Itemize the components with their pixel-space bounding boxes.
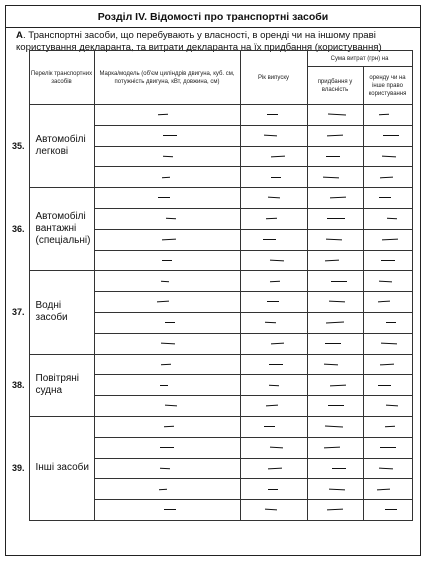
purchase-cell — [307, 250, 363, 271]
rent-cell — [363, 437, 412, 458]
dash-mark — [378, 385, 391, 386]
make-cell — [94, 396, 240, 417]
vehicle-type-label: Автомобілі вантажні (спеціальні) — [29, 188, 94, 271]
dash-mark — [381, 155, 395, 157]
dash-mark — [268, 384, 278, 386]
dash-mark — [377, 301, 389, 303]
dash-mark — [330, 197, 346, 199]
dash-mark — [159, 488, 167, 489]
dash-mark — [266, 218, 277, 220]
dash-mark — [326, 156, 340, 157]
year-cell — [240, 354, 307, 375]
year-cell — [240, 208, 307, 229]
make-cell — [94, 333, 240, 354]
table-row — [12, 354, 412, 375]
rent-cell — [363, 312, 412, 333]
make-cell — [94, 188, 240, 209]
year-cell — [240, 105, 307, 126]
purchase-cell — [307, 479, 363, 500]
dash-mark — [329, 488, 345, 490]
group-number: 35. — [12, 141, 25, 152]
year-cell — [240, 188, 307, 209]
year-cell — [240, 167, 307, 188]
dash-mark — [327, 509, 343, 511]
year-cell — [240, 396, 307, 417]
year-cell — [240, 479, 307, 500]
vehicles-table-body — [12, 105, 412, 521]
year-cell — [240, 458, 307, 479]
dash-mark — [162, 260, 172, 261]
make-cell — [94, 479, 240, 500]
header-year: Рік випуску — [240, 51, 307, 105]
dash-mark — [326, 322, 344, 324]
dash-mark — [160, 467, 170, 469]
dash-mark — [267, 301, 279, 302]
dash-mark — [162, 176, 170, 177]
dash-mark — [157, 301, 169, 303]
purchase-cell — [307, 396, 363, 417]
dash-mark — [161, 343, 175, 345]
dash-mark — [385, 509, 397, 510]
dash-mark — [267, 114, 278, 115]
rent-cell — [363, 271, 412, 292]
dash-mark — [328, 114, 346, 116]
dash-mark — [268, 489, 278, 490]
purchase-cell — [307, 292, 363, 313]
dash-mark — [386, 218, 396, 220]
intro-text: . Транспортні засоби, що перебувають у власності, в оренді чи на іншому праві користування декларанта, та витрати декларанта на їх придбання (користування) — [16, 30, 382, 53]
dash-mark — [325, 343, 341, 344]
table-row — [12, 105, 412, 126]
make-cell — [94, 312, 240, 333]
dash-mark — [325, 426, 343, 428]
dash-mark — [271, 343, 284, 345]
rent-cell — [363, 500, 412, 521]
rent-cell — [363, 167, 412, 188]
dash-mark — [267, 467, 281, 469]
dash-mark — [381, 260, 395, 261]
purchase-cell — [307, 312, 363, 333]
make-cell — [94, 208, 240, 229]
year-cell — [240, 146, 307, 167]
dash-mark — [378, 467, 392, 469]
dash-mark — [327, 218, 345, 219]
dash-mark — [380, 176, 393, 178]
year-cell — [240, 416, 307, 437]
purchase-cell — [307, 167, 363, 188]
rent-cell — [363, 396, 412, 417]
rent-cell — [363, 125, 412, 146]
rent-cell — [363, 250, 412, 271]
year-cell — [240, 437, 307, 458]
dash-mark — [263, 239, 276, 240]
purchase-cell — [307, 125, 363, 146]
rent-cell — [363, 416, 412, 437]
make-cell — [94, 167, 240, 188]
purchase-cell — [307, 188, 363, 209]
dash-mark — [264, 426, 275, 427]
dash-mark — [386, 322, 396, 323]
purchase-cell — [307, 229, 363, 250]
vehicle-type-label: Водні засоби — [29, 271, 94, 354]
dash-mark — [165, 405, 177, 407]
dash-mark — [380, 343, 396, 345]
purchase-cell — [307, 333, 363, 354]
dash-mark — [323, 176, 339, 178]
header-make-model: Марка/модель (об'єм циліндрів двигуна, куб. см, потужність двигуна, кВт, довжина, см) — [94, 51, 240, 105]
group-number: 36. — [12, 224, 25, 235]
purchase-cell — [307, 437, 363, 458]
dash-mark — [332, 468, 346, 469]
group-number: 39. — [12, 463, 25, 474]
dash-mark — [385, 405, 397, 407]
dash-mark — [264, 135, 277, 137]
dash-mark — [324, 446, 340, 448]
rent-cell — [363, 333, 412, 354]
dash-mark — [326, 239, 342, 241]
dash-mark — [164, 426, 174, 428]
year-cell — [240, 250, 307, 271]
rent-cell — [363, 375, 412, 396]
dash-mark — [379, 363, 393, 365]
dash-mark — [383, 135, 399, 136]
rent-cell — [363, 229, 412, 250]
dash-mark — [160, 385, 168, 386]
dash-mark — [267, 197, 279, 199]
table-row — [12, 416, 412, 437]
dash-mark — [329, 301, 345, 303]
header-expenses: Сума витрат (грн) на — [307, 51, 412, 67]
rent-cell — [363, 479, 412, 500]
make-cell — [94, 375, 240, 396]
purchase-cell — [307, 105, 363, 126]
dash-mark — [166, 218, 176, 220]
dash-mark — [270, 447, 283, 449]
year-cell — [240, 125, 307, 146]
make-cell — [94, 292, 240, 313]
section-title: Розділ IV. Відомості про транспортні засоби — [6, 6, 420, 28]
make-cell — [94, 500, 240, 521]
year-cell — [240, 500, 307, 521]
dash-mark — [384, 426, 394, 428]
purchase-cell — [307, 416, 363, 437]
make-cell — [94, 125, 240, 146]
purchase-cell — [307, 458, 363, 479]
dash-mark — [265, 405, 277, 407]
group-number: 37. — [12, 307, 25, 318]
dash-mark — [269, 280, 279, 282]
make-cell — [94, 437, 240, 458]
dash-mark — [378, 114, 388, 116]
year-cell — [240, 312, 307, 333]
rent-cell — [363, 146, 412, 167]
dash-mark — [380, 447, 396, 448]
dash-mark — [269, 259, 283, 261]
make-cell — [94, 416, 240, 437]
dash-mark — [164, 509, 176, 510]
header-purchase: придбання у власність — [307, 67, 363, 105]
purchase-cell — [307, 271, 363, 292]
dash-mark — [160, 447, 174, 448]
vehicle-type-label: Повітряні судна — [29, 354, 94, 416]
purchase-cell — [307, 146, 363, 167]
purchase-cell — [307, 208, 363, 229]
dash-mark — [264, 509, 276, 511]
group-number: 38. — [12, 380, 25, 391]
header-number-spacer — [12, 51, 29, 105]
dash-mark — [331, 281, 347, 282]
rent-cell — [363, 354, 412, 375]
table-row — [12, 271, 412, 292]
dash-mark — [161, 280, 169, 281]
year-cell — [240, 333, 307, 354]
year-cell — [240, 292, 307, 313]
year-cell — [240, 229, 307, 250]
make-cell — [94, 250, 240, 271]
header-rent: оренду чи на інше право користування — [363, 67, 412, 105]
dash-mark — [161, 363, 171, 365]
rent-cell — [363, 105, 412, 126]
rent-cell — [363, 458, 412, 479]
table-row — [12, 188, 412, 209]
dash-mark — [271, 177, 281, 178]
dash-mark — [381, 239, 397, 241]
make-cell — [94, 229, 240, 250]
dash-mark — [377, 488, 390, 490]
make-cell — [94, 458, 240, 479]
dash-mark — [162, 239, 176, 241]
dash-mark — [330, 384, 346, 386]
dash-mark — [163, 155, 173, 157]
vehicle-type-label: Інші засоби — [29, 416, 94, 520]
year-cell — [240, 271, 307, 292]
dash-mark — [327, 135, 343, 137]
header-vehicle-list: Перелік транспортних засобів — [29, 51, 94, 105]
dash-mark — [325, 259, 339, 261]
dash-mark — [158, 114, 168, 116]
make-cell — [94, 271, 240, 292]
vehicle-type-label: Автомобілі легкові — [29, 105, 94, 188]
dash-mark — [379, 280, 392, 282]
dash-mark — [158, 197, 170, 198]
vehicles-table — [12, 50, 413, 521]
dash-mark — [379, 197, 391, 198]
year-cell — [240, 375, 307, 396]
dash-mark — [163, 135, 177, 136]
dash-mark — [269, 364, 283, 365]
dash-mark — [324, 363, 338, 365]
rent-cell — [363, 292, 412, 313]
dash-mark — [265, 322, 276, 324]
dash-mark — [328, 405, 344, 406]
purchase-cell — [307, 354, 363, 375]
rent-cell — [363, 208, 412, 229]
rent-cell — [363, 188, 412, 209]
purchase-cell — [307, 500, 363, 521]
dash-mark — [165, 322, 175, 323]
make-cell — [94, 105, 240, 126]
make-cell — [94, 146, 240, 167]
purchase-cell — [307, 375, 363, 396]
dash-mark — [270, 155, 284, 157]
make-cell — [94, 354, 240, 375]
intro-letter: А — [16, 30, 23, 41]
